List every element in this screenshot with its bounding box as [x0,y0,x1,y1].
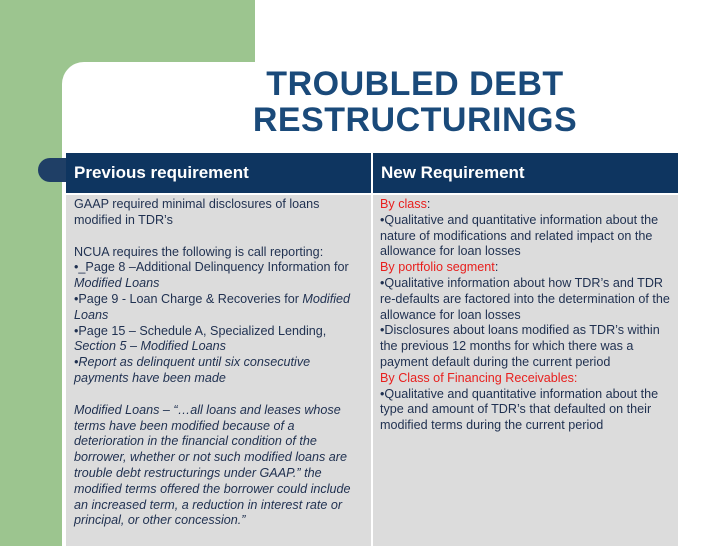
header-divider [66,193,678,195]
slide-title [150,66,680,138]
modified-loans-definition: Modified Loans – “…all loans and leases whose terms have been modified because of a deterioration in the financial condition of the borrower, whether or not such modified loans are trouble debt restructurings under GAAP.” the modified terms offered the borrower could include an increased term, a reduction in interest rate or principal, or other concession.” [74,402,351,528]
by-class-bullet: •Qualitative and quantitative information about the nature of modifications and related impact on the allowance for loan losses [380,212,659,259]
by-portfolio-bullet-2: •Disclosures about loans modified as TDR’s within the previous 12 months for which there was a payment default during the current period [380,323,660,369]
ncua-paragraph: NCUA requires the following is call reporting: [74,244,324,259]
previous-requirement-cell [66,193,371,546]
by-portfolio-heading: By portfolio segment: [380,260,499,275]
title-line-1: TROUBLED DEBT [266,65,564,103]
bullet-page-15: •Page 15 – Schedule A, Specialized Lending, Section 5 – Modified Loans [74,323,327,354]
header-previous-requirement: Previous requirement [66,153,371,193]
comparison-table [66,153,678,546]
column-divider [371,153,373,546]
bullet-page-9: •Page 9 - Loan Charge & Recoveries for Modified Loans [74,291,351,322]
by-class-financing-bullet: •Qualitative and quantitative information about the type and amount of TDR’s that defaulted on their modified terms during the current period [380,386,659,433]
by-portfolio-bullet-1: •Qualitative information about how TDR’s and TDR re-defaults are factored into the determination of the allowance for loan losses [380,275,670,322]
by-class-heading: By class: [380,197,431,211]
by-class-financing-heading: By Class of Financing Receivables: [380,370,578,385]
bullet-delinquent: •Report as delinquent until six consecutive payments have been made [74,355,311,385]
bullet-page-8: •_Page 8 –Additional Delinquency Information for Modified Loans [74,260,349,291]
gaap-paragraph: GAAP required minimal disclosures of loans modified in TDR’s [74,197,320,227]
title-line-2: RESTRUCTURINGS [252,101,578,139]
new-requirement-cell [373,193,678,546]
header-new-requirement: New Requirement [373,153,678,193]
